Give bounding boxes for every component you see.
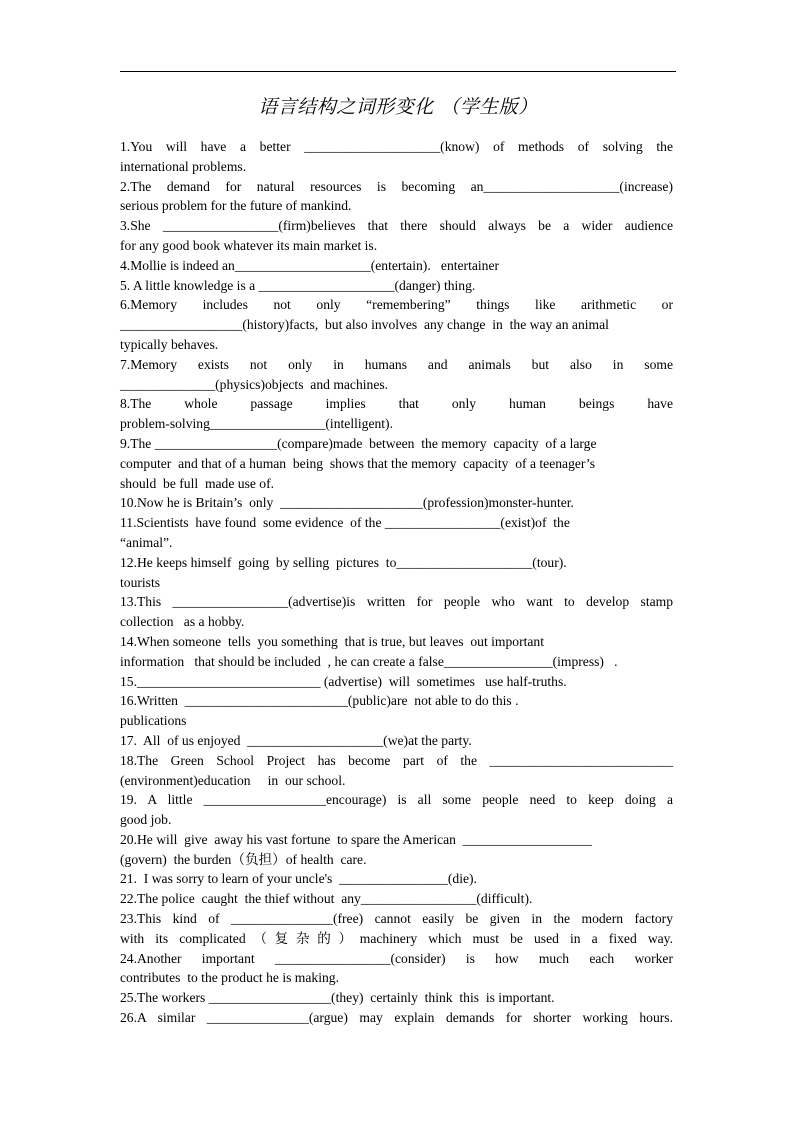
exercise-line: 5. A little knowledge is a ____________________(danger) thing. bbox=[120, 277, 476, 293]
exercise-line: good job. bbox=[120, 812, 172, 828]
exercise-line: 14.When someone tells you something that is true, but leaves out important bbox=[120, 633, 544, 649]
exercise-list bbox=[120, 137, 673, 1028]
exercise-line: information that should be included , he can create a false________________(impress) . bbox=[120, 653, 618, 669]
exercise-line: for any good book whatever its main market is. bbox=[120, 237, 378, 253]
exercise-line: 15.___________________________ (advertise) will sometimes use half-truths. bbox=[120, 673, 567, 689]
exercise-line: 3.She _________________(firm)believes that there should always be a wider audience bbox=[120, 218, 673, 234]
exercise-line: serious problem for the future of mankind. bbox=[120, 198, 352, 214]
exercise-line: 11.Scientists have found some evidence of the _________________(exist)of the bbox=[120, 515, 570, 531]
exercise-line: typically behaves. bbox=[120, 336, 219, 352]
exercise-line: 25.The workers __________________(they) certainly think this is important. bbox=[120, 990, 555, 1006]
exercise-line: problem-solving_________________(intelligent). bbox=[120, 416, 393, 432]
exercise-line: with its complicated（复杂的）machinery which must be used in a fixed way. bbox=[120, 930, 673, 946]
exercise-line: 12.He keeps himself going by selling pictures to____________________(tour). bbox=[120, 554, 567, 570]
exercise-line: 23.This kind of _______________(free) cannot easily be given in the modern factory bbox=[120, 911, 673, 927]
exercise-line: (environment)education in our school. bbox=[120, 772, 346, 788]
exercise-line: 20.He will give away his vast fortune to spare the American ___________________ bbox=[120, 831, 592, 847]
exercise-line: “animal”. bbox=[120, 534, 173, 550]
exercise-line: 24.Another important _________________(consider) is how much each worker bbox=[120, 950, 673, 966]
exercise-line: 26.A similar _______________(argue) may explain demands for shorter working hours. bbox=[120, 1010, 673, 1026]
exercise-line: computer and that of a human being shows that the memory capacity of a teenager’s bbox=[120, 455, 595, 471]
exercise-line: tourists bbox=[120, 574, 161, 590]
exercise-line: should be full made use of. bbox=[120, 475, 275, 491]
exercise-line: 1.You will have a better ____________________(know) of methods of solving the bbox=[120, 139, 673, 154]
exercise-line: 22.The police caught the thief without any_________________(difficult). bbox=[120, 891, 533, 907]
exercise-line: international problems. bbox=[120, 158, 247, 174]
exercise-line: 2.The demand for natural resources is becoming an____________________(increase) bbox=[120, 178, 673, 194]
exercise-line: 16.Written ________________________(public)are not able to do this . bbox=[120, 693, 519, 709]
exercise-line: 13.This _________________(advertise)is written for people who want to develop stamp bbox=[120, 594, 673, 610]
page-title: 语言结构之词形变化 （学生版） bbox=[258, 96, 538, 118]
exercise-line: __________________(history)facts, but also involves any change in the way an animal bbox=[120, 317, 609, 333]
exercise-line: 9.The __________________(compare)made between the memory capacity of a large bbox=[120, 435, 597, 451]
exercise-line: 4.Mollie is indeed an____________________(entertain). entertainer bbox=[120, 257, 500, 273]
exercise-line: 7.Memory exists not only in humans and animals but also in some bbox=[120, 356, 673, 372]
exercise-line: collection as a hobby. bbox=[120, 614, 245, 630]
exercise-line: 6.Memory includes not only “remembering” things like arithmetic or bbox=[120, 297, 673, 313]
header-rule bbox=[120, 71, 676, 72]
exercise-line: contributes to the product he is making. bbox=[120, 970, 339, 986]
exercise-line: 17. All of us enjoyed ____________________(we)at the party. bbox=[120, 732, 472, 748]
exercise-line: publications bbox=[120, 713, 187, 729]
exercise-line: 21. I was sorry to learn of your uncle's ________________(die). bbox=[120, 871, 477, 887]
exercise-line: (govern) the burden（负担）of health care. bbox=[120, 851, 367, 867]
exercise-line: 18.The Green School Project has become part of the ___________________________ bbox=[120, 752, 673, 768]
exercise-line: 8.The whole passage implies that only human beings have bbox=[120, 396, 673, 412]
exercise-line: 10.Now he is Britain’s only _____________________(profession)monster-hunter. bbox=[120, 495, 574, 511]
exercise-line: 19. A little __________________encourage) is all some people need to keep doing a bbox=[120, 792, 673, 808]
exercise-line: ______________(physics)objects and machines. bbox=[120, 376, 389, 392]
